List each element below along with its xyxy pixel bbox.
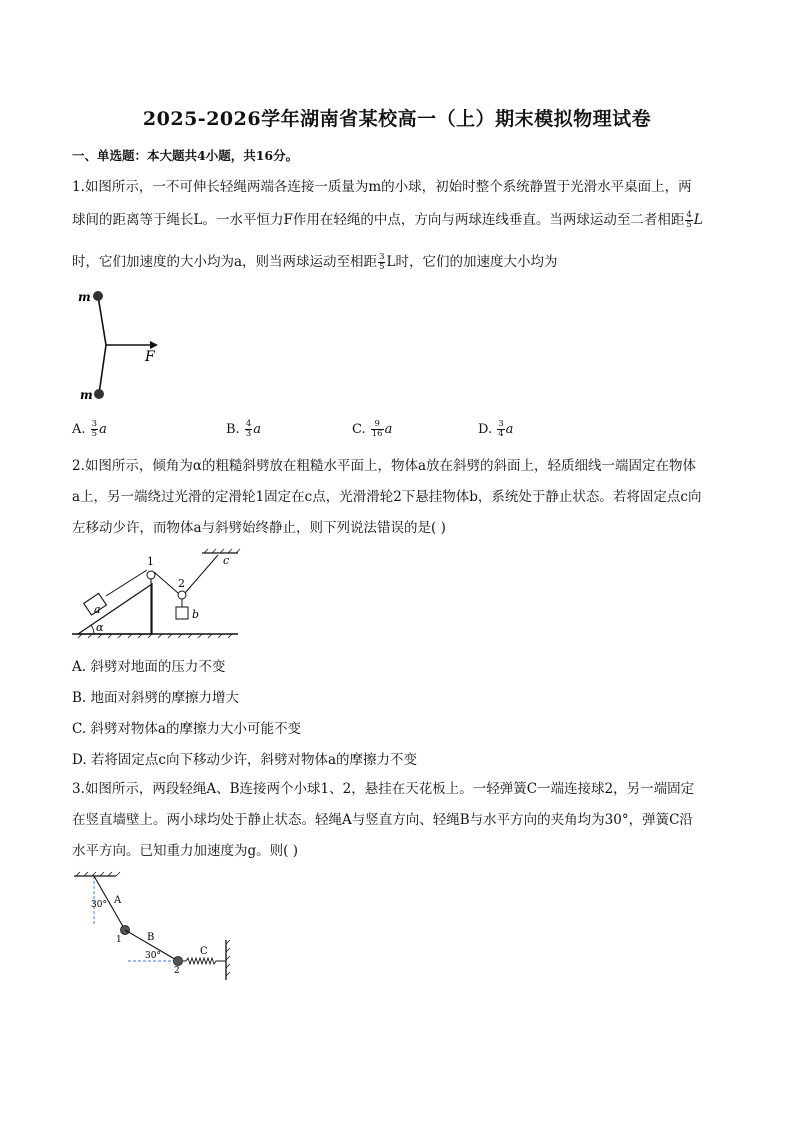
q2-string-left — [154, 572, 178, 593]
q2-angle-arc — [91, 625, 94, 634]
q3-line1: 3.如图所示，两段轻绳A、B连接两个小球1、2，悬挂在天花板上。一轻弹簧C一端连接球2，另一端固定 — [72, 781, 695, 797]
q1-option-c[interactable] — [352, 420, 392, 439]
q3-spring-c — [183, 958, 226, 964]
q1-line3-frac-den: 5 — [379, 262, 385, 272]
q1-line3 — [72, 253, 722, 272]
q2-pulley1 — [147, 571, 155, 579]
q1-option-b-frac — [245, 420, 252, 439]
q1-option-c-label: C. — [352, 422, 366, 437]
q1-option-b[interactable] — [226, 420, 261, 439]
q1-line2 — [72, 211, 722, 230]
q1-option-a-label: A. — [72, 422, 86, 437]
q3-label-angle-top: 30° — [91, 900, 107, 910]
q3-label-a: A — [114, 895, 122, 906]
q3-label-1: 1 — [116, 935, 122, 945]
q1-option-a-var: a — [99, 422, 107, 437]
q1-ball-bottom — [94, 389, 104, 399]
q2-block-b — [176, 607, 188, 619]
q1-option-d-label: D. — [478, 422, 493, 437]
q2-pulley2 — [178, 591, 186, 599]
q1-option-c-var: a — [384, 422, 393, 437]
q1-line2-frac-den: 5 — [686, 220, 692, 230]
q3-figure — [72, 870, 242, 985]
q2-choice-c[interactable]: C. 斜劈对物体a的摩擦力大小可能不变 — [72, 721, 301, 737]
q1-force-arrowhead — [150, 341, 158, 349]
q1-option-d-frac — [497, 420, 504, 439]
q2-figure — [72, 547, 242, 642]
q1-option-a-num: 3 — [91, 419, 98, 429]
q2-choice-d[interactable]: D. 若将固定点c向下移动少许，斜劈对物体a的摩擦力不变 — [72, 752, 418, 768]
q1-line3-a: 时，它们加速度的大小均为a，则当两球运动至相距 — [72, 254, 378, 270]
q1-option-d-num: 3 — [498, 419, 504, 429]
q2-label-c: c — [223, 554, 230, 567]
q1-option-a-den: 5 — [91, 429, 98, 439]
q3-label-2: 2 — [174, 966, 180, 976]
page-title: 2025-2026学年湖南省某校高一（上）期末模拟物理试卷 — [142, 108, 652, 130]
q1-line3-b: L时，它们的加速度大小均为 — [386, 254, 558, 270]
q1-option-a[interactable] — [72, 420, 107, 439]
q3-line3: 水平方向。已知重力加速度为g。则( ) — [72, 843, 298, 859]
q1-label-m-bottom: m — [80, 388, 93, 402]
q2-label-b: b — [192, 608, 200, 621]
q3-line2: 在竖直墙壁上。两小球均处于静止状态。轻绳A与竖直方向、轻绳B与水平方向的夹角均为30°，弹簧C沿 — [72, 812, 693, 828]
q1-option-d-var: a — [505, 422, 514, 437]
q1-line2-frac-num: 4 — [686, 210, 692, 220]
q1-line3-fraction — [378, 253, 385, 272]
q1-line2-text: 球间的距离等于绳长L。一水平恒力F作用在轻绳的中点，方向与两球连线垂直。当两球运动至二者相距 — [72, 212, 685, 228]
q1-option-c-frac — [371, 420, 384, 439]
q1-rope-lower — [99, 345, 106, 394]
q1-option-d-den: 4 — [498, 429, 504, 439]
q1-option-b-den: 3 — [245, 429, 252, 439]
q1-ball-top — [93, 291, 103, 301]
q1-option-a-frac — [91, 420, 98, 439]
q1-rope-upper — [98, 296, 106, 345]
section-heading: 一、单选题：本大题共4小题，共16分。 — [72, 148, 299, 163]
q1-line3-frac-num: 3 — [379, 252, 385, 262]
q1-label-force: F — [145, 349, 155, 365]
q1-line2-tail: L — [693, 212, 703, 228]
q3-ball-2 — [174, 957, 183, 966]
q1-label-m-top: m — [78, 290, 91, 304]
q2-label-1: 1 — [147, 555, 154, 568]
q2-choice-b[interactable]: B. 地面对斜劈的摩擦力增大 — [72, 690, 240, 706]
q2-line3: 左移动少许，而物体a与斜劈始终静止，则下列说法错误的是( ) — [72, 520, 446, 536]
q1-option-b-label: B. — [226, 422, 240, 437]
q2-choice-a[interactable]: A. 斜劈对地面的压力不变 — [72, 659, 226, 675]
q3-label-angle-bottom: 30° — [145, 951, 161, 961]
q1-option-b-var: a — [253, 422, 262, 437]
q1-option-d[interactable] — [478, 420, 513, 439]
q1-line1: 1.如图所示，一不可伸长轻绳两端各连接一质量为m的小球，初始时整个系统静置于光滑水平桌面上，两 — [72, 179, 692, 195]
q1-option-c-den: 16 — [371, 429, 383, 439]
q1-option-b-num: 4 — [245, 419, 252, 429]
q1-option-c-num: 9 — [371, 420, 384, 430]
q2-label-2: 2 — [178, 577, 185, 590]
q2-line1: 2.如图所示，倾角为α的粗糙斜劈放在粗糙水平面上，物体a放在斜劈的斜面上，轻质细线一端固定在物体 — [72, 458, 697, 474]
q1-line2-fraction — [685, 211, 692, 230]
q2-label-a: a — [94, 603, 101, 616]
q2-line2: a上，另一端绕过光滑的定滑轮1固定在c点，光滑滑轮2下悬挂物体b，系统处于静止状态。若将固定点c向 — [72, 489, 702, 505]
q1-figure — [72, 284, 172, 404]
q2-label-alpha: α — [96, 621, 104, 634]
q3-label-c: C — [200, 946, 208, 957]
q3-label-b: B — [147, 932, 155, 943]
q2-string-right — [185, 555, 218, 593]
